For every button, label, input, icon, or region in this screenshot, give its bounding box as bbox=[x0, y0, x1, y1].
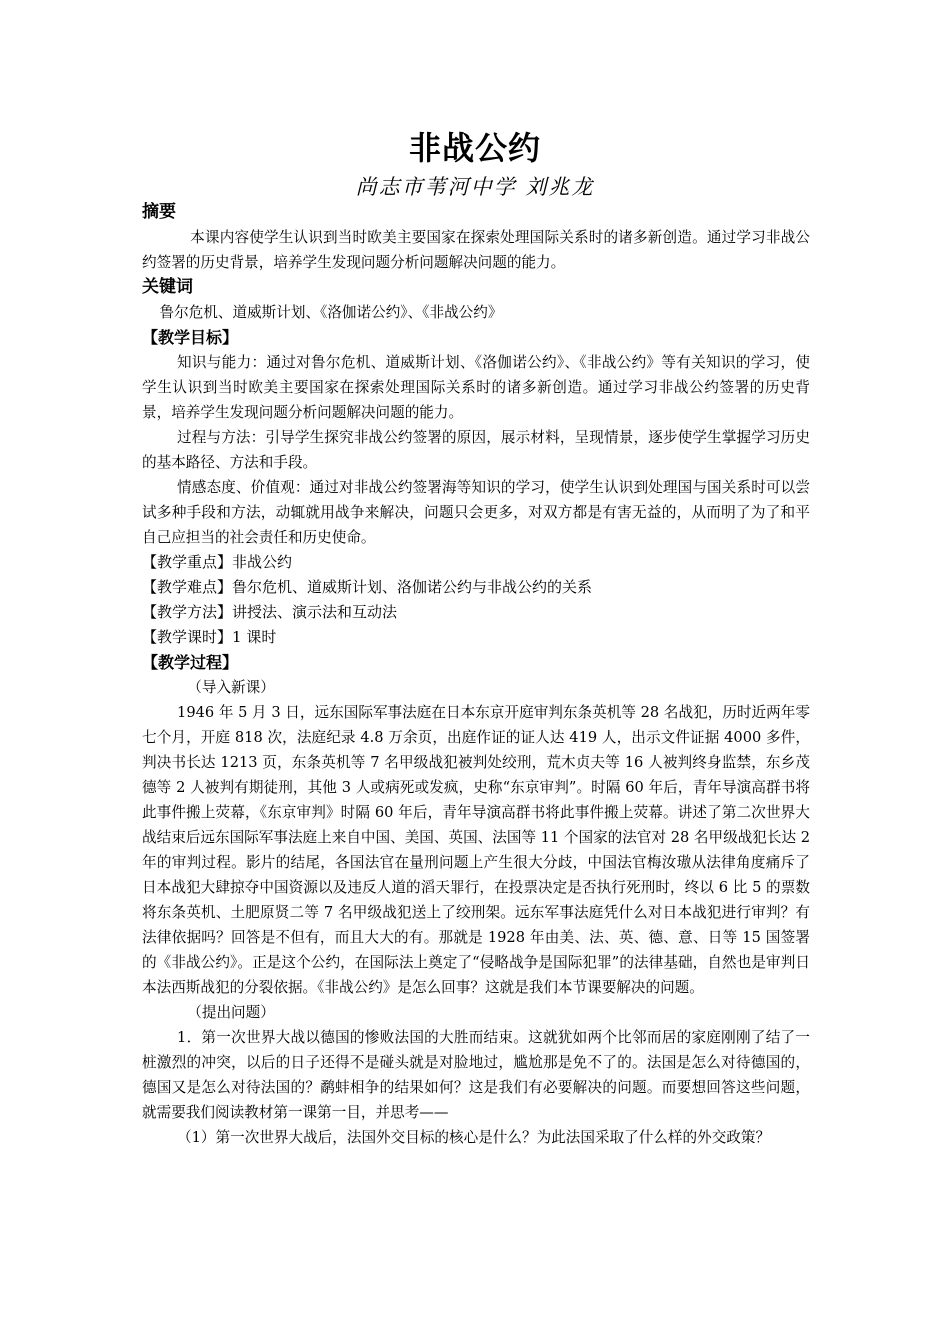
objective-knowledge: 知识与能力：通过对鲁尔危机、道威斯计划、《洛伽诺公约》、《非战公约》等有关知识的学习，使学生认识到当时欧美主要国家在探索处理国际关系时的诸多新创造。通过学习非战公约签署的历史背景，培养学生发现问题分析问题解决问题的能力。 bbox=[142, 354, 810, 421]
info-method-label: 【教学方法】 bbox=[142, 603, 233, 621]
info-difficulty-value: 鲁尔危机、道威斯计划、洛伽诺公约与非战公约的关系 bbox=[232, 578, 593, 596]
keywords-heading: 关键词 bbox=[142, 277, 193, 297]
info-key-point bbox=[142, 550, 810, 575]
info-difficulty bbox=[142, 575, 810, 600]
question-1-text: 1．第一次世界大战以德国的惨败法国的大胜而结束。这就犹如两个比邻而居的家庭刚刚了结了一桩激烈的冲突，以后的日子还得不是碰头就是对脸地过，尴尬那是免不了的。法国是怎么对待德国的，德国又是怎么对待法国的？鹬蚌相争的结果如何？这是我们有必要解决的问题。而要想回答这些问题，就需要我们阅读教材第一课第一目，并思考—— bbox=[142, 1029, 810, 1121]
objective-process: 过程与方法：引导学生探究非战公约签署的原因，展示材料，呈现情景，逐步使学生掌握学习历史的基本路径、方法和手段。 bbox=[142, 429, 810, 471]
question-1-sub-1: （1）第一次世界大战后，法国外交目标的核心是什么？为此法国采取了什么样的外交政策？ bbox=[177, 1129, 771, 1146]
info-key-point-value: 非战公约 bbox=[232, 553, 293, 571]
objectives-heading: 【教学目标】 bbox=[142, 328, 239, 347]
info-hours bbox=[142, 625, 810, 650]
document-title: 非战公约 bbox=[408, 129, 541, 167]
objective-attitude: 情感态度、价值观：通过对非战公约签署海等知识的学习，使学生认识到处理国与国关系时可以尝试多种手段和方法，动辄就用战争来解决，问题只会更多，对双方都是有害无益的，从而明了为了和平自己应担当的社会责任和历史使命。 bbox=[142, 479, 810, 546]
document-author: 尚志市苇河中学 刘兆龙 bbox=[355, 175, 595, 199]
abstract-heading: 摘要 bbox=[142, 202, 176, 222]
info-difficulty-label: 【教学难点】 bbox=[142, 578, 233, 596]
info-method-value: 讲授法、演示法和互动法 bbox=[232, 603, 398, 621]
document-body bbox=[142, 200, 810, 1150]
question-subheading: （提出问题） bbox=[187, 1004, 275, 1021]
abstract-text: 本课内容使学生认识到当时欧美主要国家在探索处理国际关系时的诸多新创造。通过学习非战公约签署的历史背景，培养学生发现问题分析问题解决问题的能力。 bbox=[142, 229, 810, 271]
keywords-text: 鲁尔危机、道威斯计划、《洛伽诺公约》、《非战公约》 bbox=[159, 304, 503, 321]
info-method bbox=[142, 600, 810, 625]
info-hours-label: 【教学课时】 bbox=[142, 628, 233, 646]
info-hours-value: 1 课时 bbox=[232, 628, 277, 646]
info-key-point-label: 【教学重点】 bbox=[142, 553, 233, 571]
intro-subheading: （导入新课） bbox=[187, 679, 275, 696]
intro-text: 1946 年 5 月 3 日，远东国际军事法庭在日本东京开庭审判东条英机等 28 名战犯，历时近两年零七个月，开庭 818 次，法庭纪录 4.8 万余页，出庭作证的证人达 419 人，出示文件证据 4000 多件，判决书长达 1213 页，东条英机等 7 名甲级战犯被判处绞刑，荒木贞夫等 16 人被判终身监禁，东乡茂德等 2 人被判有期徒刑，其他 3 人或病死或发疯，史称“东京审判”。时隔 60 年后，青年导演高群书将此事件搬上荧幕，《东京审判》时隔 60 年后，青年导演高群书将此事件搬上荧幕。讲述了第二次世界大战结束后远东国际军事法庭上来自中国、美国、英国、法国等 11 个国家的法官对 28 名甲级战犯长达 2 年的审判过程。影片的结尾，各国法官在量刑问题上产生很大分歧，中国法官梅汝璈从法律角度痛斥了日本战犯大肆掠夺中国资源以及违反人道的滔天罪行，在投票决定是否执行死刑时，终以 6 比 5 的票数将东条英机、土肥原贤二等 7 名甲级战犯送上了绞刑架。远东军事法庭凭什么对日本战犯进行审判？有法律依据吗？回答是不但有，而且大大的有。那就是 1928 年由美、法、英、德、意、日等 15 国签署的《非战公约》。正是这个公约，在国际法上奠定了“侵略战争是国际犯罪”的法律基础，自然也是审判日本法西斯战犯的分裂依据。《非战公约》是怎么回事？这就是我们本节课要解决的问题。 bbox=[142, 704, 810, 996]
process-heading: 【教学过程】 bbox=[142, 653, 239, 672]
